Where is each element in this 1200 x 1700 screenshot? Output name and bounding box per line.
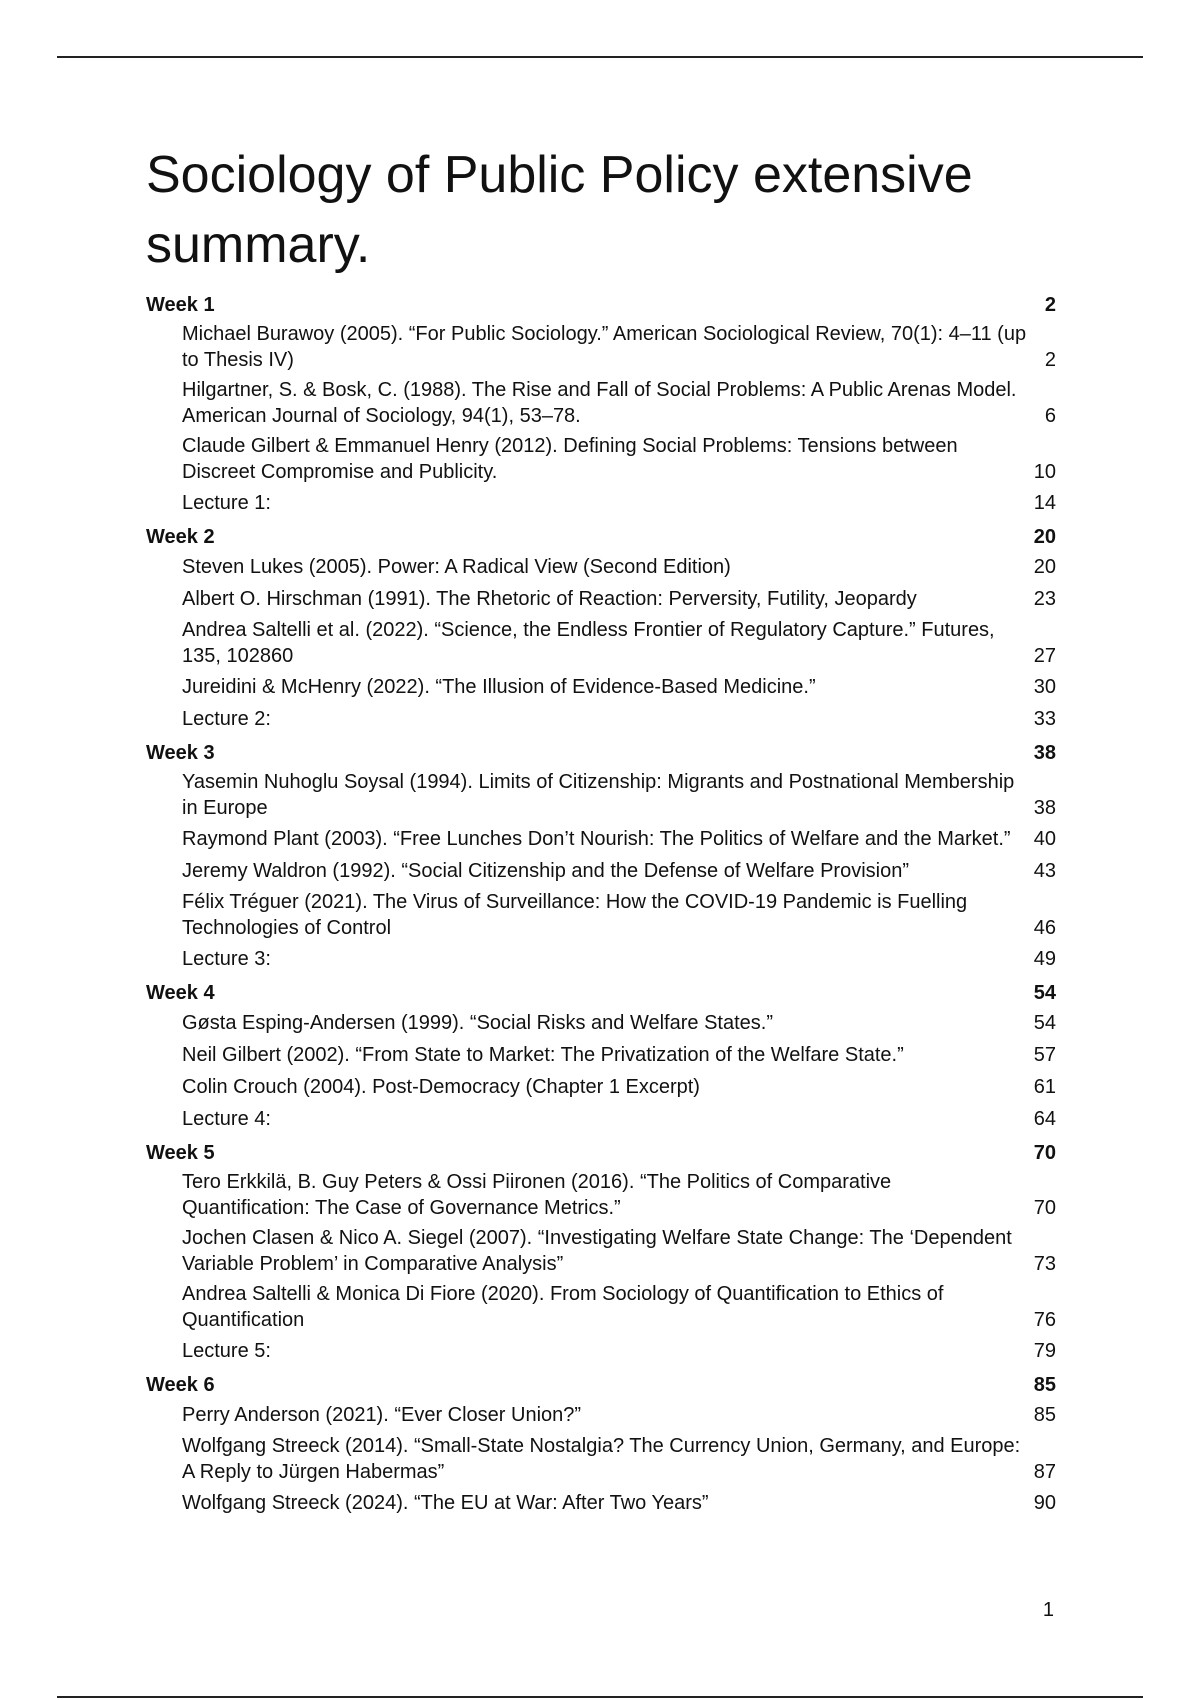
toc-entry-label: Jochen Clasen & Nico A. Siegel (2007). “Investigating Welfare State Change: The ‘Dependent Variable Problem’ in Comparative Analysis”: [182, 1227, 1012, 1275]
toc-entry-page: 90: [1033, 1492, 1056, 1514]
toc-week-page: 20: [1033, 526, 1056, 548]
toc-entry-label: Andrea Saltelli & Monica Di Fiore (2020). From Sociology of Quantification to Ethics of Quantification: [182, 1283, 944, 1331]
toc-entry-label: Colin Crouch (2004). Post-Democracy (Chapter 1 Excerpt): [182, 1076, 700, 1098]
toc-entry-label: Wolfgang Streeck (2024). “The EU at War: After Two Years”: [182, 1492, 709, 1514]
toc-week-page: 85: [1033, 1374, 1056, 1396]
toc-entry[interactable]: [146, 825, 1056, 853]
toc-entry-label: Steven Lukes (2005). Power: A Radical View (Second Edition): [182, 556, 731, 578]
toc-entry-page: 30: [1033, 676, 1056, 698]
toc-entry[interactable]: [146, 1009, 1056, 1037]
toc-entry-page: 54: [1033, 1012, 1056, 1034]
toc-entry-page: 64: [1033, 1108, 1056, 1130]
toc-entry-page: 87: [1033, 1461, 1056, 1483]
toc-entry-page: 2: [1044, 349, 1056, 371]
toc-week-page: 38: [1033, 742, 1056, 764]
toc-entry-page: 73: [1033, 1253, 1056, 1275]
top-rule: [57, 56, 1143, 58]
toc-entry[interactable]: [146, 1105, 1056, 1133]
table-of-contents: [146, 289, 1056, 1521]
toc-entry-label: Félix Tréguer (2021). The Virus of Surveillance: How the COVID-19 Pandemic is Fuelling Technologies of Control: [182, 891, 968, 939]
toc-entry[interactable]: [146, 1073, 1056, 1101]
toc-entry-page: 20: [1033, 556, 1056, 578]
toc-entry[interactable]: [146, 553, 1056, 581]
toc-entry-label: Raymond Plant (2003). “Free Lunches Don’t Nourish: The Politics of Welfare and the Market.”: [182, 828, 1011, 850]
toc-entry[interactable]: [146, 769, 1056, 821]
toc-entry-page: 10: [1033, 461, 1056, 483]
toc-entry-page: 43: [1033, 860, 1056, 882]
toc-entry[interactable]: [146, 857, 1056, 885]
toc-entry-page: 70: [1033, 1197, 1056, 1219]
toc-entry[interactable]: [146, 1169, 1056, 1221]
toc-entry-label: Lecture 5:: [182, 1340, 271, 1362]
toc-entry-page: 27: [1033, 645, 1056, 667]
page-number: 1: [1042, 1599, 1054, 1621]
toc-entry-label: Jureidini & McHenry (2022). “The Illusion of Evidence-Based Medicine.”: [182, 676, 816, 698]
toc-entry[interactable]: [146, 585, 1056, 613]
toc-entry[interactable]: [146, 433, 1056, 485]
toc-entry-page: 76: [1033, 1309, 1056, 1331]
toc-entry-label: Michael Burawoy (2005). “For Public Sociology.” American Sociological Review, 70(1): 4–11 (up to Thesis IV): [182, 323, 1027, 371]
toc-week-label: Week 6: [146, 1374, 215, 1396]
toc-week-heading[interactable]: [146, 521, 1056, 553]
toc-entry-label: Wolfgang Streeck (2014). “Small-State Nostalgia? The Currency Union, Germany, and Europe: A Reply to Jürgen Habermas”: [182, 1435, 1021, 1483]
toc-entry[interactable]: [146, 377, 1056, 429]
toc-entry-page: 40: [1033, 828, 1056, 850]
toc-week-label: Week 3: [146, 742, 215, 764]
toc-entry[interactable]: [146, 617, 1056, 669]
toc-week-label: Week 4: [146, 982, 215, 1004]
toc-entry-label: Lecture 4:: [182, 1108, 271, 1130]
toc-entry-page: 61: [1033, 1076, 1056, 1098]
toc-entry-label: Hilgartner, S. & Bosk, C. (1988). The Rise and Fall of Social Problems: A Public Arenas Model. American Journal of Sociology, 94(1), 53–78.: [182, 379, 1017, 427]
toc-week-heading[interactable]: [146, 737, 1056, 769]
document-title: Sociology of Public Policy extensive summary.: [146, 146, 973, 274]
toc-entry-label: Jeremy Waldron (1992). “Social Citizenship and the Defense of Welfare Provision”: [182, 860, 909, 882]
toc-entry[interactable]: [146, 321, 1056, 373]
toc-week-heading[interactable]: [146, 1369, 1056, 1401]
toc-entry-label: Andrea Saltelli et al. (2022). “Science, the Endless Frontier of Regulatory Capture.” Futures, 135, 102860: [182, 619, 995, 667]
toc-week-page: 70: [1033, 1142, 1056, 1164]
toc-entry[interactable]: [146, 1433, 1056, 1485]
toc-entry-page: 57: [1033, 1044, 1056, 1066]
toc-entry-page: 14: [1033, 492, 1056, 514]
toc-entry-page: 6: [1044, 405, 1056, 427]
toc-entry-page: 46: [1033, 917, 1056, 939]
toc-entry-label: Gøsta Esping-Andersen (1999). “Social Risks and Welfare States.”: [182, 1012, 773, 1034]
toc-entry-label: Claude Gilbert & Emmanuel Henry (2012). Defining Social Problems: Tensions between Discreet Compromise and Publicity.: [182, 435, 958, 483]
toc-entry[interactable]: [146, 1281, 1056, 1333]
toc-entry-label: Albert O. Hirschman (1991). The Rhetoric of Reaction: Perversity, Futility, Jeopardy: [182, 588, 917, 610]
toc-week-heading[interactable]: [146, 977, 1056, 1009]
toc-entry-page: 79: [1033, 1340, 1056, 1362]
toc-entry-page: 85: [1033, 1404, 1056, 1426]
toc-entry[interactable]: [146, 1489, 1056, 1517]
toc-entry[interactable]: [146, 489, 1056, 517]
toc-week-page: 54: [1033, 982, 1056, 1004]
toc-week-label: Week 2: [146, 526, 215, 548]
toc-entry-label: Lecture 2:: [182, 708, 271, 730]
toc-entry-label: Lecture 1:: [182, 492, 271, 514]
toc-entry-label: Neil Gilbert (2002). “From State to Market: The Privatization of the Welfare State.”: [182, 1044, 904, 1066]
bottom-rule: [57, 1696, 1143, 1698]
toc-entry[interactable]: [146, 705, 1056, 733]
toc-entry-page: 23: [1033, 588, 1056, 610]
toc-entry[interactable]: [146, 1401, 1056, 1429]
toc-entry-label: Perry Anderson (2021). “Ever Closer Union?”: [182, 1404, 582, 1426]
toc-entry[interactable]: [146, 1041, 1056, 1069]
toc-entry-label: Yasemin Nuhoglu Soysal (1994). Limits of Citizenship: Migrants and Postnational Membership in Europe: [182, 771, 1015, 819]
toc-week-label: Week 1: [146, 294, 215, 316]
toc-entry[interactable]: [146, 889, 1056, 941]
toc-week-heading[interactable]: [146, 1137, 1056, 1169]
toc-entry[interactable]: [146, 673, 1056, 701]
toc-entry-page: 38: [1033, 797, 1056, 819]
toc-entry[interactable]: [146, 1337, 1056, 1365]
toc-entry-page: 33: [1033, 708, 1056, 730]
toc-entry[interactable]: [146, 1225, 1056, 1277]
toc-week-heading[interactable]: [146, 289, 1056, 321]
toc-week-label: Week 5: [146, 1142, 215, 1164]
toc-entry-page: 49: [1033, 948, 1056, 970]
toc-week-page: 2: [1044, 294, 1056, 316]
toc-entry[interactable]: [146, 945, 1056, 973]
toc-entry-label: Lecture 3:: [182, 948, 271, 970]
toc-entry-label: Tero Erkkilä, B. Guy Peters & Ossi Piironen (2016). “The Politics of Comparative Quantification: The Case of Governance Metrics.”: [182, 1171, 892, 1219]
